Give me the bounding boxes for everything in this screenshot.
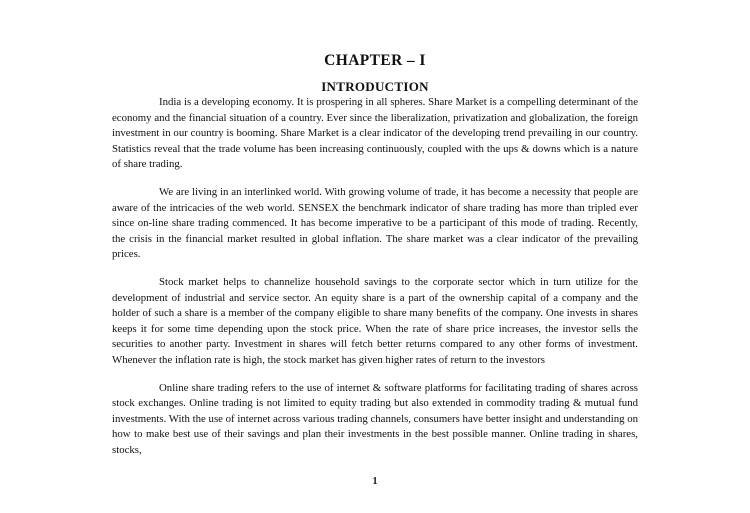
section-title: INTRODUCTION xyxy=(321,79,429,94)
body-text xyxy=(112,95,638,470)
paragraph-2: We are living in an interlinked world. With growing volume of trade, it has become a necessity that people are aware of the intricacies of the web world. SENSEX the benchmark indicator of share trading has more than tripled ever since on-line share trading commenced. It has become imperative to be a participant of this mode of trading. Recently, the crisis in the financial market resulted in global inflation. The share market was a clear indicator of the prevailing prices. xyxy=(112,185,638,261)
paragraph-3: Stock market helps to channelize household savings to the corporate sector which in turn utilize for the development of industrial and service sector. An equity share is a part of the ownership capital of a company and the holder of such a share is a member of the company eligible to share many benefits of the company. One invests in shares keeps it for some time depending upon the stock price. When the rate of share price increases, the investor sells the securities to another party. Investment in shares will fetch better returns compared to any other forms of investment. Whenever the inflation rate is high, the stock market has given higher rates of return to the investors xyxy=(112,275,638,366)
page-number: 1 xyxy=(372,476,378,487)
paragraph-1: India is a developing economy. It is prospering in all spheres. Share Market is a compelling determinant of the economy and the financial situation of a country. Ever since the liberalization, privatization and globalization, the foreign investment in our country is booming. Share Market is a clear indicator of the developing trend prevailing in our country. Statistics reveal that the trade volume has been increasing continuously, coupled with the ups & downs which is a nature of share trading. xyxy=(112,96,638,171)
chapter-title: CHAPTER – I xyxy=(324,52,426,69)
paragraph-4: Online share trading refers to the use of internet & software platforms for facilitating trading of shares across stock exchanges. Online trading is not limited to equity trading but also extended in commodity trading & mutual fund investments. With the use of internet across various trading channels, consumers have better insight and understanding on how to make best use of their savings and plan their investments in the best possible manner. Online trading in shares, stocks, xyxy=(112,381,638,456)
